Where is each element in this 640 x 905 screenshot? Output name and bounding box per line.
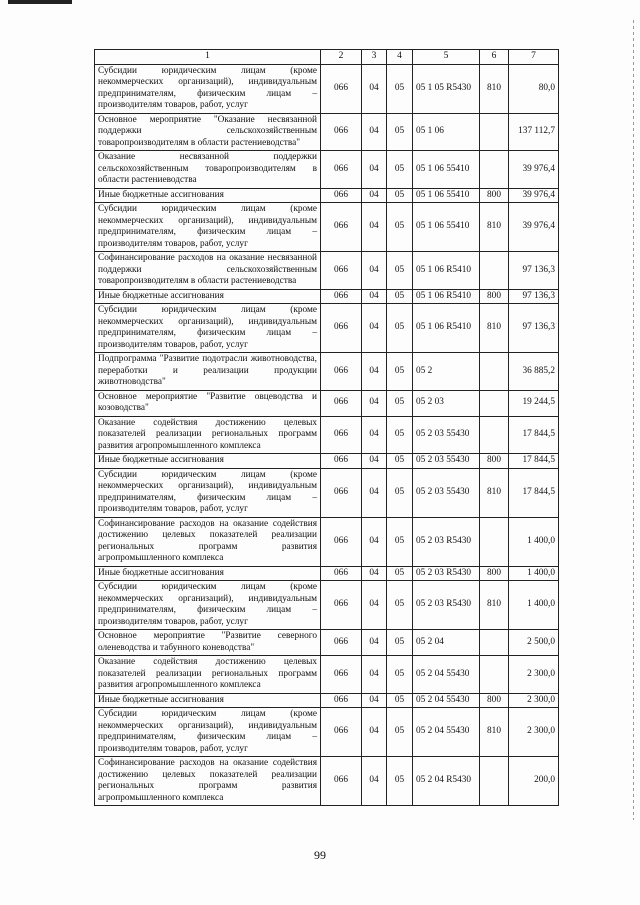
table-row: [95, 468, 559, 517]
expense-type-cell: 810: [480, 64, 509, 113]
subsection-cell: 05: [387, 188, 413, 203]
table-header-row: [95, 50, 559, 65]
section-cell: 04: [362, 757, 387, 806]
description-cell: Оказание несвязанной поддержки сельскохозяйственным товаропроизводителям в области растениеводства: [95, 151, 321, 189]
description-cell: Субсидии юридическим лицам (кроме некоммерческих организаций), индивидуальным предпринимателям, физическим лицам – производителям товаров, работ, услуг: [95, 581, 321, 630]
description-cell: Оказание содействия достижению целевых показателей реализации региональных программ развития агропромышленного комплекса: [95, 416, 321, 454]
target-article-cell: 05 1 06 55410: [413, 188, 480, 203]
amount-cell: 39 976,4: [509, 188, 559, 203]
section-cell: 04: [362, 566, 387, 581]
ministry-code-cell: 066: [321, 203, 362, 252]
description-cell: Иные бюджетные ассигнования: [95, 289, 321, 304]
ministry-code-cell: 066: [321, 188, 362, 203]
expense-type-cell: 800: [480, 693, 509, 708]
section-cell: 04: [362, 630, 387, 656]
subsection-cell: 05: [387, 630, 413, 656]
ministry-code-cell: 066: [321, 252, 362, 290]
target-article-cell: 05 1 06 R5410: [413, 289, 480, 304]
expense-type-cell: 800: [480, 289, 509, 304]
amount-cell: 2 300,0: [509, 693, 559, 708]
description-cell: Основное мероприятие "Развитие овцеводства и козоводства": [95, 390, 321, 416]
table-row: [95, 252, 559, 290]
subsection-cell: 05: [387, 289, 413, 304]
target-article-cell: 05 1 06 55410: [413, 151, 480, 189]
description-cell: Софинансирование расходов на оказание содействия достижению целевых показателей реализации региональных программ развития агропромышленного комплекса: [95, 517, 321, 566]
ministry-code-cell: 066: [321, 757, 362, 806]
target-article-cell: 05 2 04 R5430: [413, 757, 480, 806]
table-row: [95, 113, 559, 151]
amount-cell: 2 500,0: [509, 630, 559, 656]
header-col-4: 4: [387, 50, 413, 65]
expense-type-cell: [480, 353, 509, 391]
subsection-cell: 05: [387, 757, 413, 806]
target-article-cell: 05 2 03 R5430: [413, 566, 480, 581]
amount-cell: 97 136,3: [509, 304, 559, 353]
table-row: [95, 188, 559, 203]
table-row: [95, 390, 559, 416]
page-number: 99: [314, 848, 326, 862]
target-article-cell: 05 1 06 R5410: [413, 304, 480, 353]
ministry-code-cell: 066: [321, 566, 362, 581]
description-cell: Иные бюджетные ассигнования: [95, 693, 321, 708]
ministry-code-cell: 066: [321, 390, 362, 416]
description-cell: Основное мероприятие "Развитие северного оленеводства и табунного коневодства": [95, 630, 321, 656]
expense-type-cell: 810: [480, 581, 509, 630]
description-cell: Основное мероприятие "Оказание несвязанной поддержки сельскохозяйственным товаропроизводителям в области растениеводства": [95, 113, 321, 151]
table-row: [95, 416, 559, 454]
target-article-cell: 05 2 03 55430: [413, 416, 480, 454]
table-row: [95, 151, 559, 189]
amount-cell: 17 844,5: [509, 416, 559, 454]
table-row: [95, 656, 559, 694]
amount-cell: 36 885,2: [509, 353, 559, 391]
table-row: [95, 708, 559, 757]
subsection-cell: 05: [387, 656, 413, 694]
amount-cell: 39 976,4: [509, 151, 559, 189]
description-cell: Иные бюджетные ассигнования: [95, 188, 321, 203]
ministry-code-cell: 066: [321, 708, 362, 757]
table-row: [95, 693, 559, 708]
expense-type-cell: 800: [480, 454, 509, 469]
section-cell: 04: [362, 416, 387, 454]
description-cell: Софинансирование расходов на оказание содействия достижению целевых показателей реализации региональных программ развития агропромышленного комплекса: [95, 757, 321, 806]
target-article-cell: 05 2: [413, 353, 480, 391]
ministry-code-cell: 066: [321, 416, 362, 454]
header-col-3: 3: [362, 50, 387, 65]
amount-cell: 1 400,0: [509, 517, 559, 566]
expense-type-cell: 810: [480, 203, 509, 252]
amount-cell: 39 976,4: [509, 203, 559, 252]
budget-table: [94, 49, 559, 806]
section-cell: 04: [362, 353, 387, 391]
expense-type-cell: [480, 151, 509, 189]
subsection-cell: 05: [387, 252, 413, 290]
table-row: [95, 64, 559, 113]
expense-type-cell: [480, 630, 509, 656]
subsection-cell: 05: [387, 203, 413, 252]
description-cell: Субсидии юридическим лицам (кроме некоммерческих организаций), индивидуальным предпринимателям, физическим лицам – производителям товаров, работ, услуг: [95, 468, 321, 517]
expense-type-cell: [480, 113, 509, 151]
description-cell: Субсидии юридическим лицам (кроме некоммерческих организаций), индивидуальным предпринимателям, физическим лицам – производителям товаров, работ, услуг: [95, 304, 321, 353]
header-col-2: 2: [321, 50, 362, 65]
subsection-cell: 05: [387, 390, 413, 416]
ministry-code-cell: 066: [321, 468, 362, 517]
section-cell: 04: [362, 289, 387, 304]
description-cell: Субсидии юридическим лицам (кроме некоммерческих организаций), индивидуальным предпринимателям, физическим лицам – производителям товаров, работ, услуг: [95, 708, 321, 757]
ministry-code-cell: 066: [321, 656, 362, 694]
section-cell: 04: [362, 113, 387, 151]
expense-type-cell: [480, 757, 509, 806]
header-col-1: 1: [95, 50, 321, 65]
target-article-cell: 05 1 06 55410: [413, 203, 480, 252]
subsection-cell: 05: [387, 454, 413, 469]
section-cell: 04: [362, 390, 387, 416]
expense-type-cell: [480, 656, 509, 694]
target-article-cell: 05 2 04 55430: [413, 708, 480, 757]
table-row: [95, 304, 559, 353]
target-article-cell: 05 1 06 R5410: [413, 252, 480, 290]
subsection-cell: 05: [387, 151, 413, 189]
ministry-code-cell: 066: [321, 693, 362, 708]
description-cell: Субсидии юридическим лицам (кроме некоммерческих организаций), индивидуальным предпринимателям, физическим лицам – производителям товаров, работ, услуг: [95, 64, 321, 113]
table-row: [95, 630, 559, 656]
header-col-6: 6: [480, 50, 509, 65]
header-col-7: 7: [509, 50, 559, 65]
table-row: [95, 566, 559, 581]
section-cell: 04: [362, 252, 387, 290]
ministry-code-cell: 066: [321, 581, 362, 630]
description-cell: Софинансирование расходов на оказание несвязанной поддержки сельскохозяйственным товаропроизводителям в области растениеводства: [95, 252, 321, 290]
table-row: [95, 581, 559, 630]
subsection-cell: 05: [387, 517, 413, 566]
header-col-5: 5: [413, 50, 480, 65]
section-cell: 04: [362, 454, 387, 469]
subsection-cell: 05: [387, 416, 413, 454]
section-cell: 04: [362, 188, 387, 203]
amount-cell: 137 112,7: [509, 113, 559, 151]
subsection-cell: 05: [387, 581, 413, 630]
amount-cell: 17 844,5: [509, 454, 559, 469]
description-cell: Подпрограмма "Развитие подотрасли животноводства, переработки и реализации продукции животноводства": [95, 353, 321, 391]
subsection-cell: 05: [387, 708, 413, 757]
section-cell: 04: [362, 64, 387, 113]
table-body: [95, 64, 559, 806]
scan-artifact-bar: [8, 0, 72, 4]
subsection-cell: 05: [387, 113, 413, 151]
table-row: [95, 757, 559, 806]
section-cell: 04: [362, 708, 387, 757]
page-edge-shadow: [633, 20, 634, 820]
section-cell: 04: [362, 693, 387, 708]
amount-cell: 2 300,0: [509, 708, 559, 757]
expense-type-cell: [480, 390, 509, 416]
section-cell: 04: [362, 203, 387, 252]
section-cell: 04: [362, 656, 387, 694]
table-row: [95, 454, 559, 469]
amount-cell: 200,0: [509, 757, 559, 806]
ministry-code-cell: 066: [321, 353, 362, 391]
ministry-code-cell: 066: [321, 630, 362, 656]
amount-cell: 17 844,5: [509, 468, 559, 517]
expense-type-cell: 810: [480, 468, 509, 517]
subsection-cell: 05: [387, 566, 413, 581]
description-cell: Субсидии юридическим лицам (кроме некоммерческих организаций), индивидуальным предпринимателям, физическим лицам – производителям товаров, работ, услуг: [95, 203, 321, 252]
target-article-cell: 05 1 06: [413, 113, 480, 151]
target-article-cell: 05 2 03 55430: [413, 468, 480, 517]
description-cell: Оказание содействия достижению целевых показателей реализации региональных программ развития агропромышленного комплекса: [95, 656, 321, 694]
section-cell: 04: [362, 581, 387, 630]
amount-cell: 97 136,3: [509, 252, 559, 290]
table-row: [95, 353, 559, 391]
target-article-cell: 05 2 03 R5430: [413, 581, 480, 630]
target-article-cell: 05 2 04 55430: [413, 693, 480, 708]
ministry-code-cell: 066: [321, 304, 362, 353]
expense-type-cell: 800: [480, 566, 509, 581]
subsection-cell: 05: [387, 353, 413, 391]
subsection-cell: 05: [387, 304, 413, 353]
expense-type-cell: [480, 517, 509, 566]
ministry-code-cell: 066: [321, 454, 362, 469]
expense-type-cell: 810: [480, 708, 509, 757]
subsection-cell: 05: [387, 468, 413, 517]
section-cell: 04: [362, 151, 387, 189]
target-article-cell: 05 2 03: [413, 390, 480, 416]
section-cell: 04: [362, 517, 387, 566]
target-article-cell: 05 1 05 R5430: [413, 64, 480, 113]
ministry-code-cell: 066: [321, 517, 362, 566]
expense-type-cell: 800: [480, 188, 509, 203]
description-cell: Иные бюджетные ассигнования: [95, 454, 321, 469]
subsection-cell: 05: [387, 64, 413, 113]
section-cell: 04: [362, 304, 387, 353]
target-article-cell: 05 2 03 R5430: [413, 517, 480, 566]
table-row: [95, 289, 559, 304]
subsection-cell: 05: [387, 693, 413, 708]
amount-cell: 2 300,0: [509, 656, 559, 694]
ministry-code-cell: 066: [321, 151, 362, 189]
amount-cell: 1 400,0: [509, 581, 559, 630]
table-row: [95, 203, 559, 252]
amount-cell: 97 136,3: [509, 289, 559, 304]
ministry-code-cell: 066: [321, 289, 362, 304]
amount-cell: 80,0: [509, 64, 559, 113]
target-article-cell: 05 2 03 55430: [413, 454, 480, 469]
description-cell: Иные бюджетные ассигнования: [95, 566, 321, 581]
table-row: [95, 517, 559, 566]
expense-type-cell: 810: [480, 304, 509, 353]
expense-type-cell: [480, 252, 509, 290]
ministry-code-cell: 066: [321, 113, 362, 151]
amount-cell: 19 244,5: [509, 390, 559, 416]
target-article-cell: 05 2 04: [413, 630, 480, 656]
ministry-code-cell: 066: [321, 64, 362, 113]
section-cell: 04: [362, 468, 387, 517]
amount-cell: 1 400,0: [509, 566, 559, 581]
expense-type-cell: [480, 416, 509, 454]
target-article-cell: 05 2 04 55430: [413, 656, 480, 694]
